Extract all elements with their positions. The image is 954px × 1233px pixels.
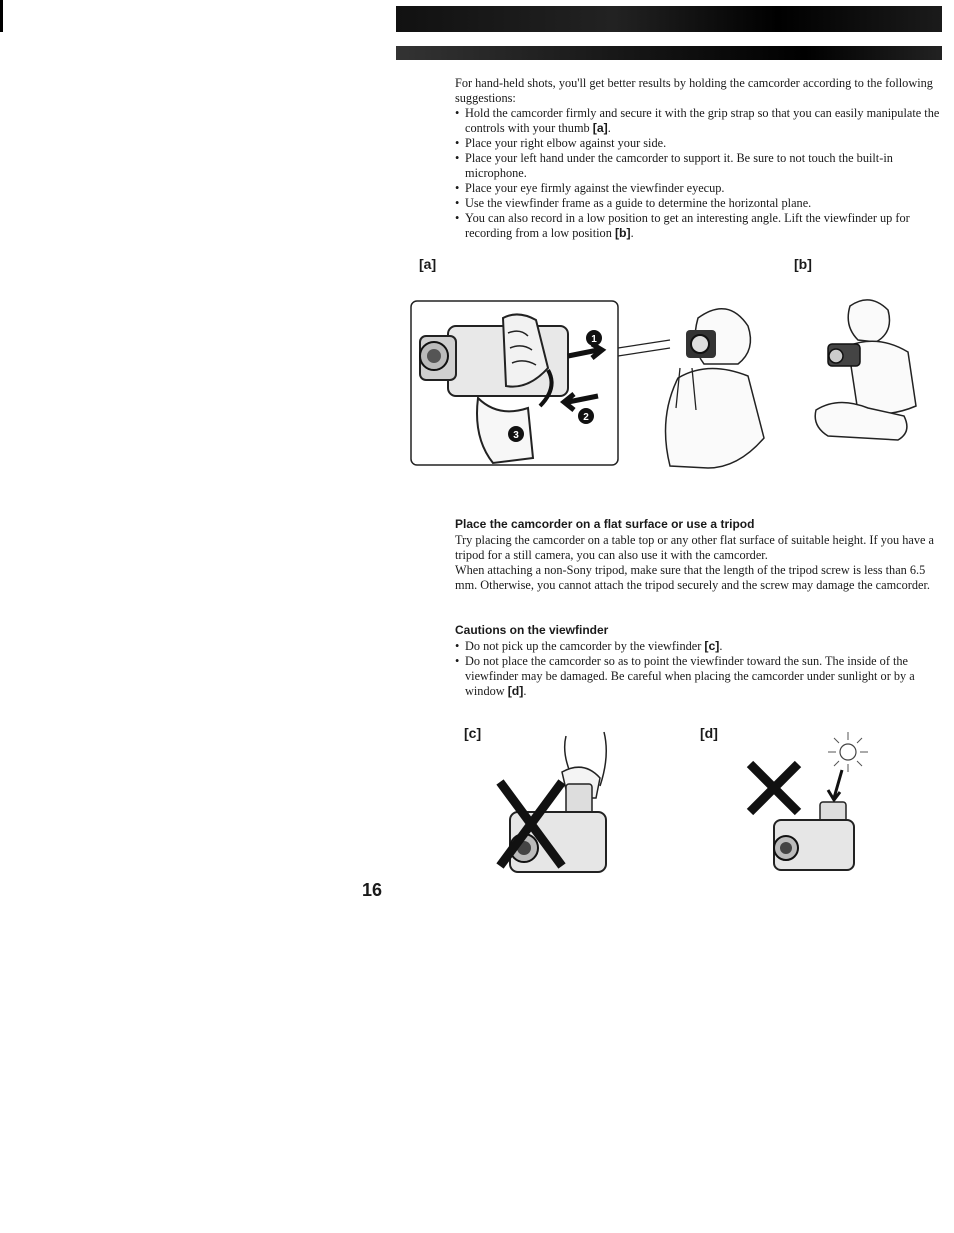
tripod-paragraph: When attaching a non-Sony tripod, make sure that the length of the tripod screw is less than 6.5 mm. Otherwise, you cannot attach the tripod securely and the screw may damage the camcorder. — [455, 563, 930, 592]
intro-bullet: • You can also record in a low position to get an interesting angle. Lift the viewfinder up for recording from a low position [b]. — [455, 211, 943, 241]
intro-bullet-list — [455, 106, 943, 241]
figure-d-label: [d] — [700, 725, 718, 741]
figure-a-illustration — [408, 298, 768, 473]
tripod-section — [455, 517, 943, 593]
cautions-bullet-list — [455, 639, 943, 699]
header-bar-top — [396, 6, 942, 32]
caution-bullet: • Do not pick up the camcorder by the viewfinder [c]. — [455, 639, 943, 654]
intro-bullet: • Place your right elbow against your side. — [455, 136, 943, 151]
figure-b-label: [b] — [794, 256, 812, 272]
intro-section — [455, 76, 943, 241]
header-bar-bottom — [396, 46, 942, 60]
margin-mark — [0, 0, 3, 32]
tripod-heading: Place the camcorder on a flat surface or use a tripod — [455, 517, 755, 531]
intro-bullet: • Place your eye firmly against the viewfinder eyecup. — [455, 181, 943, 196]
caution-bullet: • Do not place the camcorder so as to point the viewfinder toward the sun. The inside of the viewfinder may be damaged. Be careful when placing the camcorder under sunlight or by a window [d]. — [455, 654, 943, 699]
step-2-marker: 2 — [583, 412, 589, 423]
figure-b-illustration — [808, 296, 928, 446]
intro-bullet: • Use the viewfinder frame as a guide to determine the horizontal plane. — [455, 196, 943, 211]
step-3-marker: 3 — [513, 430, 519, 441]
intro-bullet: • Place your left hand under the camcorder to support it. Be sure to not touch the built-in microphone. — [455, 151, 943, 181]
intro-bullet: • Hold the camcorder firmly and secure it with the grip strap so that you can easily manipulate the controls with your thumb [a]. — [455, 106, 943, 136]
figure-c-illustration — [496, 732, 616, 882]
figure-d-illustration — [740, 720, 890, 880]
intro-lead: For hand-held shots, you'll get better results by holding the camcorder according to the following suggestions: — [455, 76, 933, 105]
step-1-marker: 1 — [591, 334, 597, 345]
figure-c-label: [c] — [464, 725, 482, 741]
sun-icon — [828, 732, 868, 772]
tripod-paragraph: Try placing the camcorder on a table top or any other flat surface of suitable height. If you have a tripod for a still camera, you can also use it with the camcorder. — [455, 533, 934, 562]
cautions-section — [455, 623, 943, 699]
figure-a-label: [a] — [419, 256, 437, 272]
cautions-heading: Cautions on the viewfinder — [455, 623, 609, 637]
page-number: 16 — [362, 880, 383, 900]
